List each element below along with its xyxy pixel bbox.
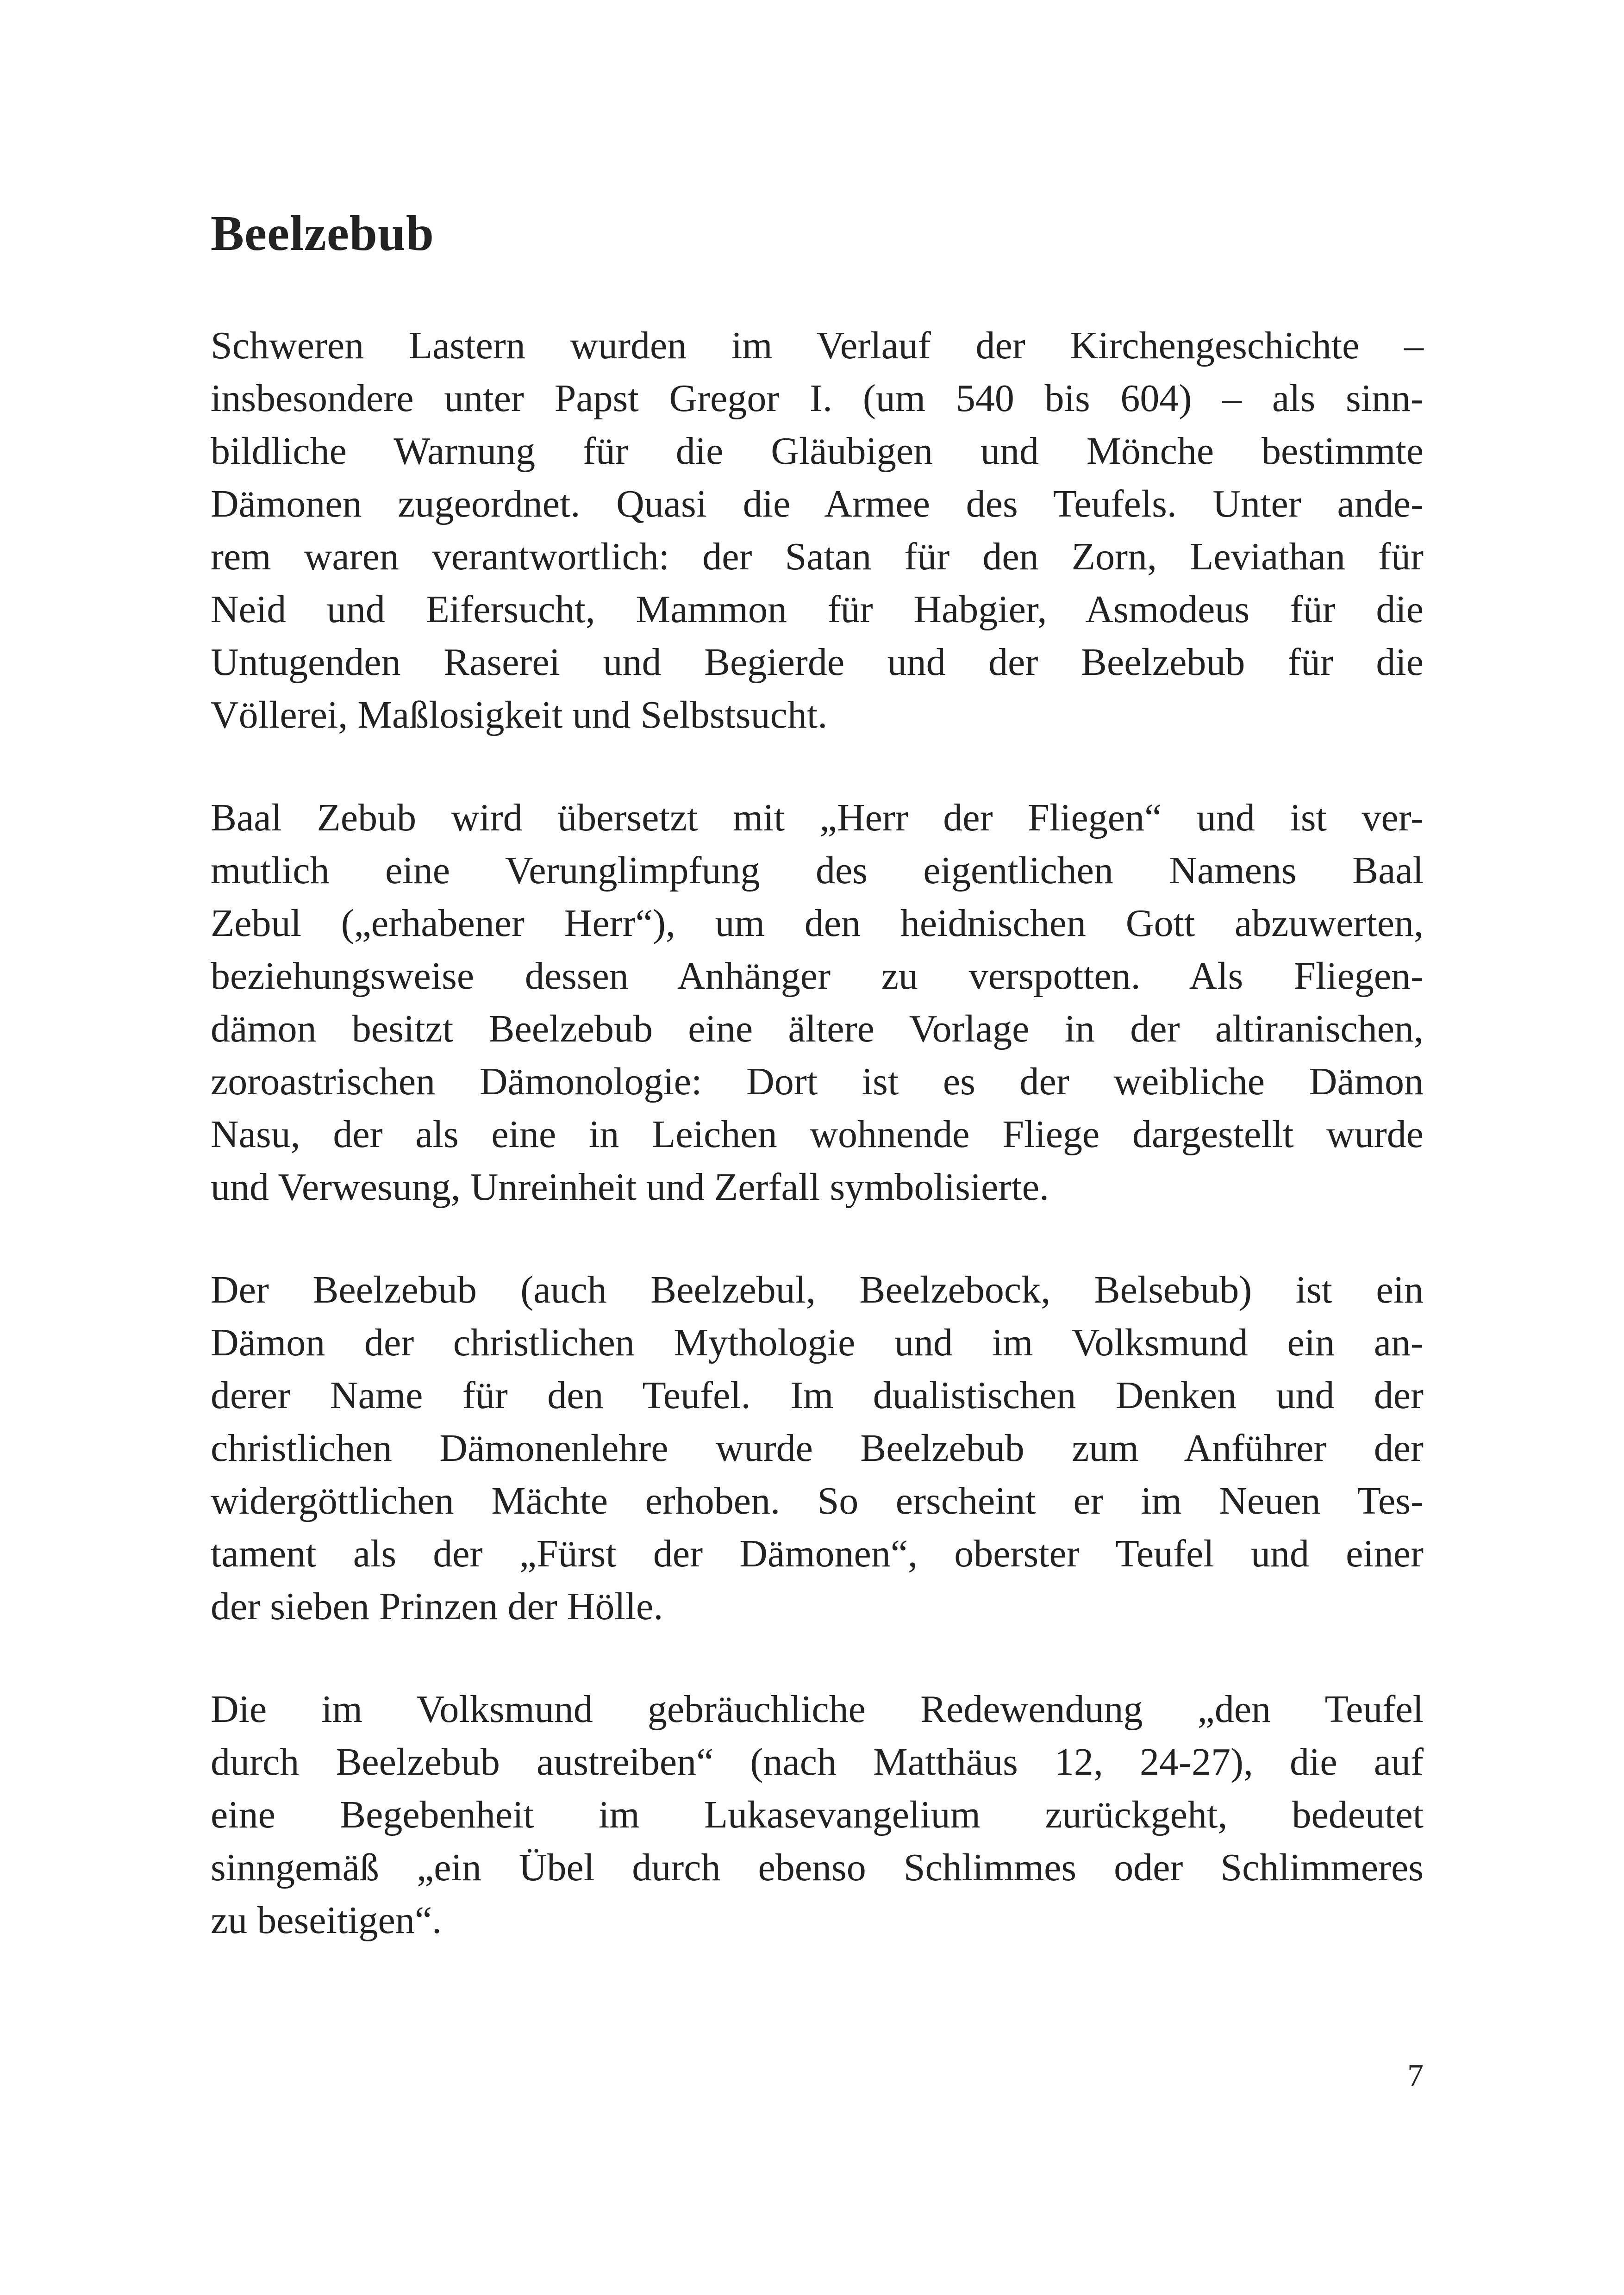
- text-line: mutlich eine Verunglimpfung des eigentlichen Namens Baal: [211, 849, 1424, 892]
- text-line: Dämon der christlichen Mythologie und im Volksmund ein an-: [211, 1321, 1424, 1364]
- text-line: Die im Volksmund gebräuchliche Redewendung „den Teufel: [211, 1688, 1424, 1731]
- text-line: widergöttlichen Mächte erhoben. So erscheint er im Neuen Tes-: [211, 1479, 1424, 1522]
- body-text: [211, 319, 1424, 1997]
- text-line: der sieben Prinzen der Hölle.: [211, 1585, 663, 1628]
- text-line: dämon besitzt Beelzebub eine ältere Vorlage in der altiranischen,: [211, 1007, 1424, 1050]
- text-line: durch Beelzebub austreiben“ (nach Matthäus 12, 24-27), die auf: [211, 1740, 1424, 1784]
- text-line: christlichen Dämonenlehre wurde Beelzebub zum Anführer der: [211, 1427, 1424, 1470]
- text-line: Untugenden Raserei und Begierde und der Beelzebub für die: [211, 641, 1424, 684]
- text-line: zu beseitigen“.: [211, 1899, 442, 1942]
- paragraph-4: [211, 1683, 1424, 1947]
- paragraph-1: [211, 319, 1424, 742]
- text-line: Zebul („erhabener Herr“), um den heidnischen Gott abzuwerten,: [211, 902, 1424, 945]
- text-line: insbesondere unter Papst Gregor I. (um 540 bis 604) – als sinn-: [211, 377, 1424, 420]
- text-line: sinngemäß „ein Übel durch ebenso Schlimmes oder Schlimmeres: [211, 1846, 1424, 1889]
- text-line: Baal Zebub wird übersetzt mit „Herr der Fliegen“ und ist ver-: [211, 796, 1424, 839]
- text-line: bildliche Warnung für die Gläubigen und Mönche bestimmte: [211, 430, 1424, 473]
- text-line: tament als der „Fürst der Dämonen“, oberster Teufel und einer: [211, 1532, 1424, 1575]
- text-line: rem waren verantwortlich: der Satan für den Zorn, Leviathan für: [211, 535, 1424, 578]
- text-line: Völlerei, Maßlosigkeit und Selbstsucht.: [211, 693, 828, 736]
- paragraph-3: [211, 1264, 1424, 1633]
- text-line: derer Name für den Teufel. Im dualistischen Denken und der: [211, 1374, 1424, 1417]
- text-line: Der Beelzebub (auch Beelzebul, Beelzebock, Belsebub) ist ein: [211, 1268, 1424, 1311]
- text-line: Neid und Eifersucht, Mammon für Habgier, Asmodeus für die: [211, 588, 1424, 631]
- chapter-heading: Beelzebub: [211, 206, 434, 261]
- text-line: zoroastrischen Dämonologie: Dort ist es der weibliche Dämon: [211, 1060, 1424, 1103]
- text-line: beziehungsweise dessen Anhänger zu verspotten. Als Fliegen-: [211, 954, 1424, 998]
- text-line: Dämonen zugeordnet. Quasi die Armee des Teufels. Unter ande-: [211, 482, 1424, 525]
- page-number: 7: [1407, 2058, 1424, 2094]
- text-line: Nasu, der als eine in Leichen wohnende Fliege dargestellt wurde: [211, 1113, 1424, 1156]
- text-line: Schweren Lastern wurden im Verlauf der Kirchengeschichte –: [211, 324, 1424, 367]
- text-line: und Verwesung, Unreinheit und Zerfall symbolisierte.: [211, 1166, 1049, 1209]
- text-line: eine Begebenheit im Lukasevangelium zurückgeht, bedeutet: [211, 1793, 1424, 1836]
- paragraph-2: [211, 792, 1424, 1214]
